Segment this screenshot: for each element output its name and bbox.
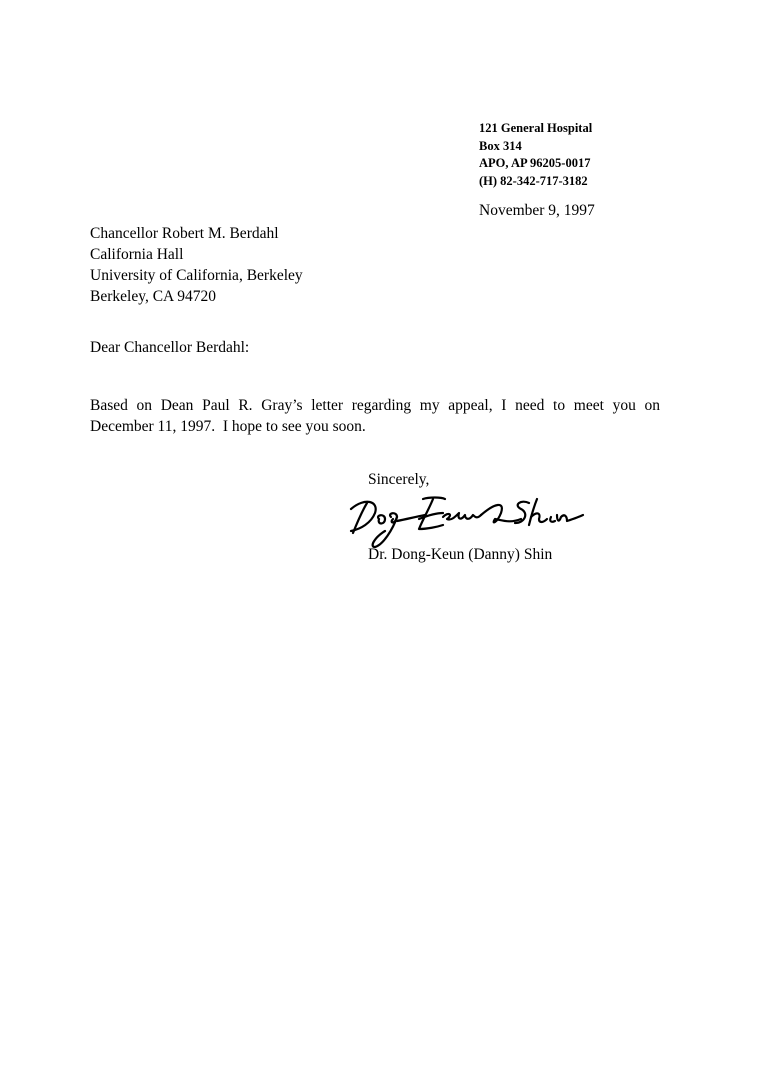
recipient-address-line: Chancellor Robert M. Berdahl <box>90 225 279 242</box>
sender-address-line: (H) 82-342-717-3182 <box>479 173 588 188</box>
sender-address-line: APO, AP 96205-0017 <box>479 156 591 170</box>
sender-address-line: Box 314 <box>479 138 522 153</box>
salutation: Dear Chancellor Berdahl: <box>90 339 250 356</box>
letter-body <box>90 395 660 437</box>
sender-address <box>479 120 592 190</box>
recipient-address-line: University of California, Berkeley <box>90 267 303 284</box>
closing: Sincerely, <box>368 471 430 488</box>
letter-date: November 9, 1997 <box>479 202 595 219</box>
recipient-address-line: California Hall <box>90 246 184 263</box>
handwritten-signature <box>345 489 585 549</box>
body-paragraph-line: December 11, 1997. I hope to see you soon. <box>90 418 366 435</box>
body-paragraph-line: Based on Dean Paul R. Gray’s letter regarding my appeal, I need to meet you on <box>90 397 660 414</box>
sender-address-line: 121 General Hospital <box>479 121 593 135</box>
recipient-address <box>90 223 303 307</box>
signer-name: Dr. Dong-Keun (Danny) Shin <box>368 546 553 563</box>
recipient-address-line: Berkeley, CA 94720 <box>90 288 216 305</box>
